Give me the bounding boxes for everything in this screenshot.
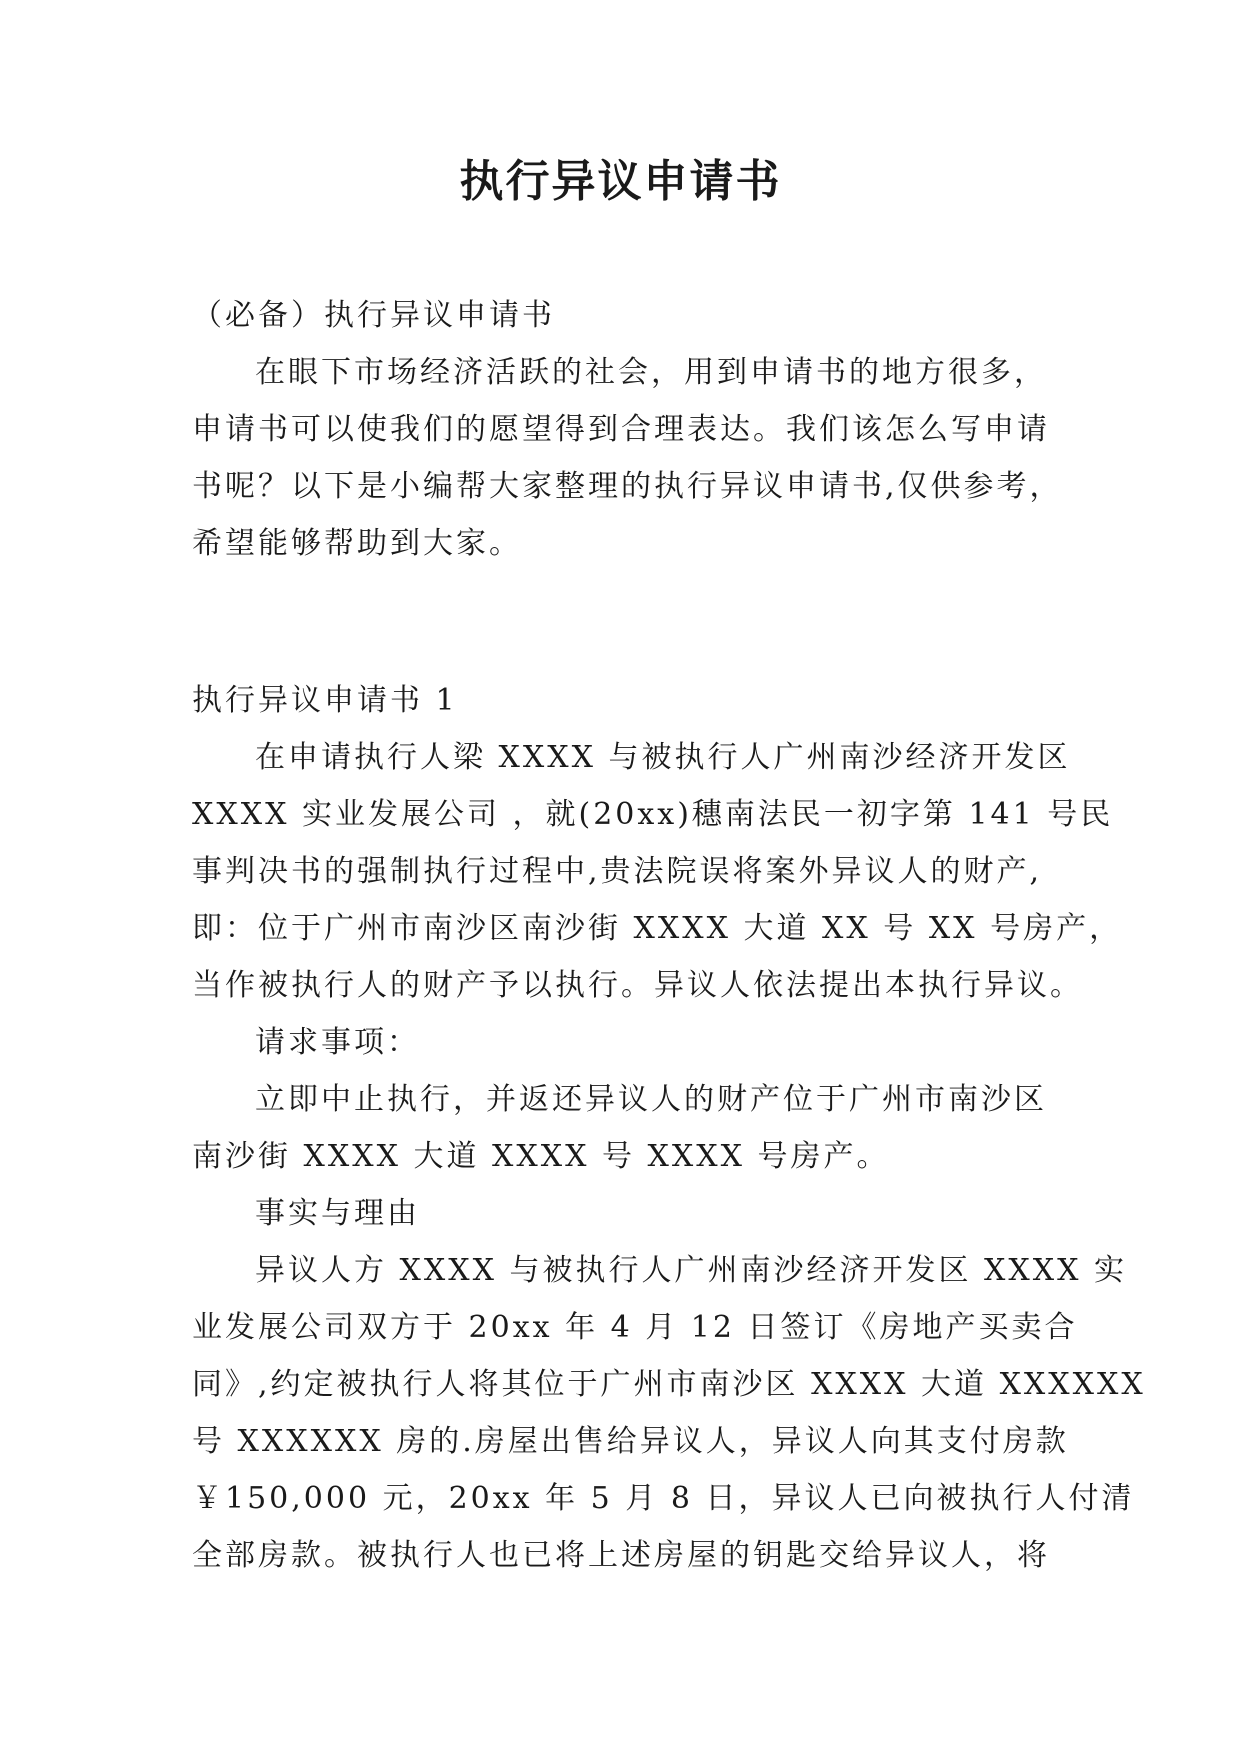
request-line: 南沙街 XXXX 大道 XXXX 号 XXXX 号房产。: [192, 1139, 890, 1174]
facts-line: ￥150,000 元，20xx 年 5 月 8 日，异议人已向被执行人付清: [192, 1481, 1135, 1516]
facts-heading: 事实与理由: [255, 1196, 420, 1231]
para1-line: 事判决书的强制执行过程中,贵法院误将案外异议人的财产,: [192, 854, 1043, 889]
document-title: 执行异议申请书: [459, 156, 782, 207]
facts-line: 全部房款。被执行人也已将上述房屋的钥匙交给异议人，将: [192, 1538, 1050, 1573]
facts-line: 业发展公司双方于 20xx 年 4 月 12 日签订《房地产买卖合: [192, 1310, 1078, 1345]
request-heading: 请求事项：: [255, 1025, 420, 1060]
para1-line: 当作被执行人的财产予以执行。异议人依法提出本执行异议。: [192, 968, 1083, 1003]
paragraph-spacer: [192, 572, 1050, 672]
para1-line: XXXX 实业发展公司 ，就(20xx)穗南法民一初字第 141 号民: [192, 797, 1114, 832]
intro-line: 在眼下市场经济活跃的社会，用到申请书的地方很多，: [255, 355, 1047, 390]
section-heading: 执行异议申请书 1: [192, 683, 458, 718]
facts-line: 同》,约定被执行人将其位于广州市南沙区 XXXX 大道 XXXXXX: [192, 1367, 1146, 1402]
request-line: 立即中止执行，并返还异议人的财产位于广州市南沙区: [255, 1082, 1047, 1117]
para1-line: 在申请执行人梁 XXXX 与被执行人广州南沙经济开发区: [255, 740, 1071, 775]
subtitle: （必备）执行异议申请书: [192, 298, 555, 333]
intro-line: 希望能够帮助到大家。: [192, 526, 522, 561]
para1-line: 即：位于广州市南沙区南沙街 XXXX 大道 XX 号 XX 号房产，: [192, 911, 1123, 946]
facts-line: 号 XXXXXX 房的.房屋出售给异议人，异议人向其支付房款: [192, 1424, 1069, 1459]
intro-line: 书呢？以下是小编帮大家整理的执行异议申请书,仅供参考，: [192, 469, 1063, 504]
document-body: [192, 287, 1146, 1584]
facts-line: 异议人方 XXXX 与被执行人广州南沙经济开发区 XXXX 实: [255, 1253, 1128, 1288]
intro-line: 申请书可以使我们的愿望得到合理表达。我们该怎么写申请: [192, 412, 1050, 447]
